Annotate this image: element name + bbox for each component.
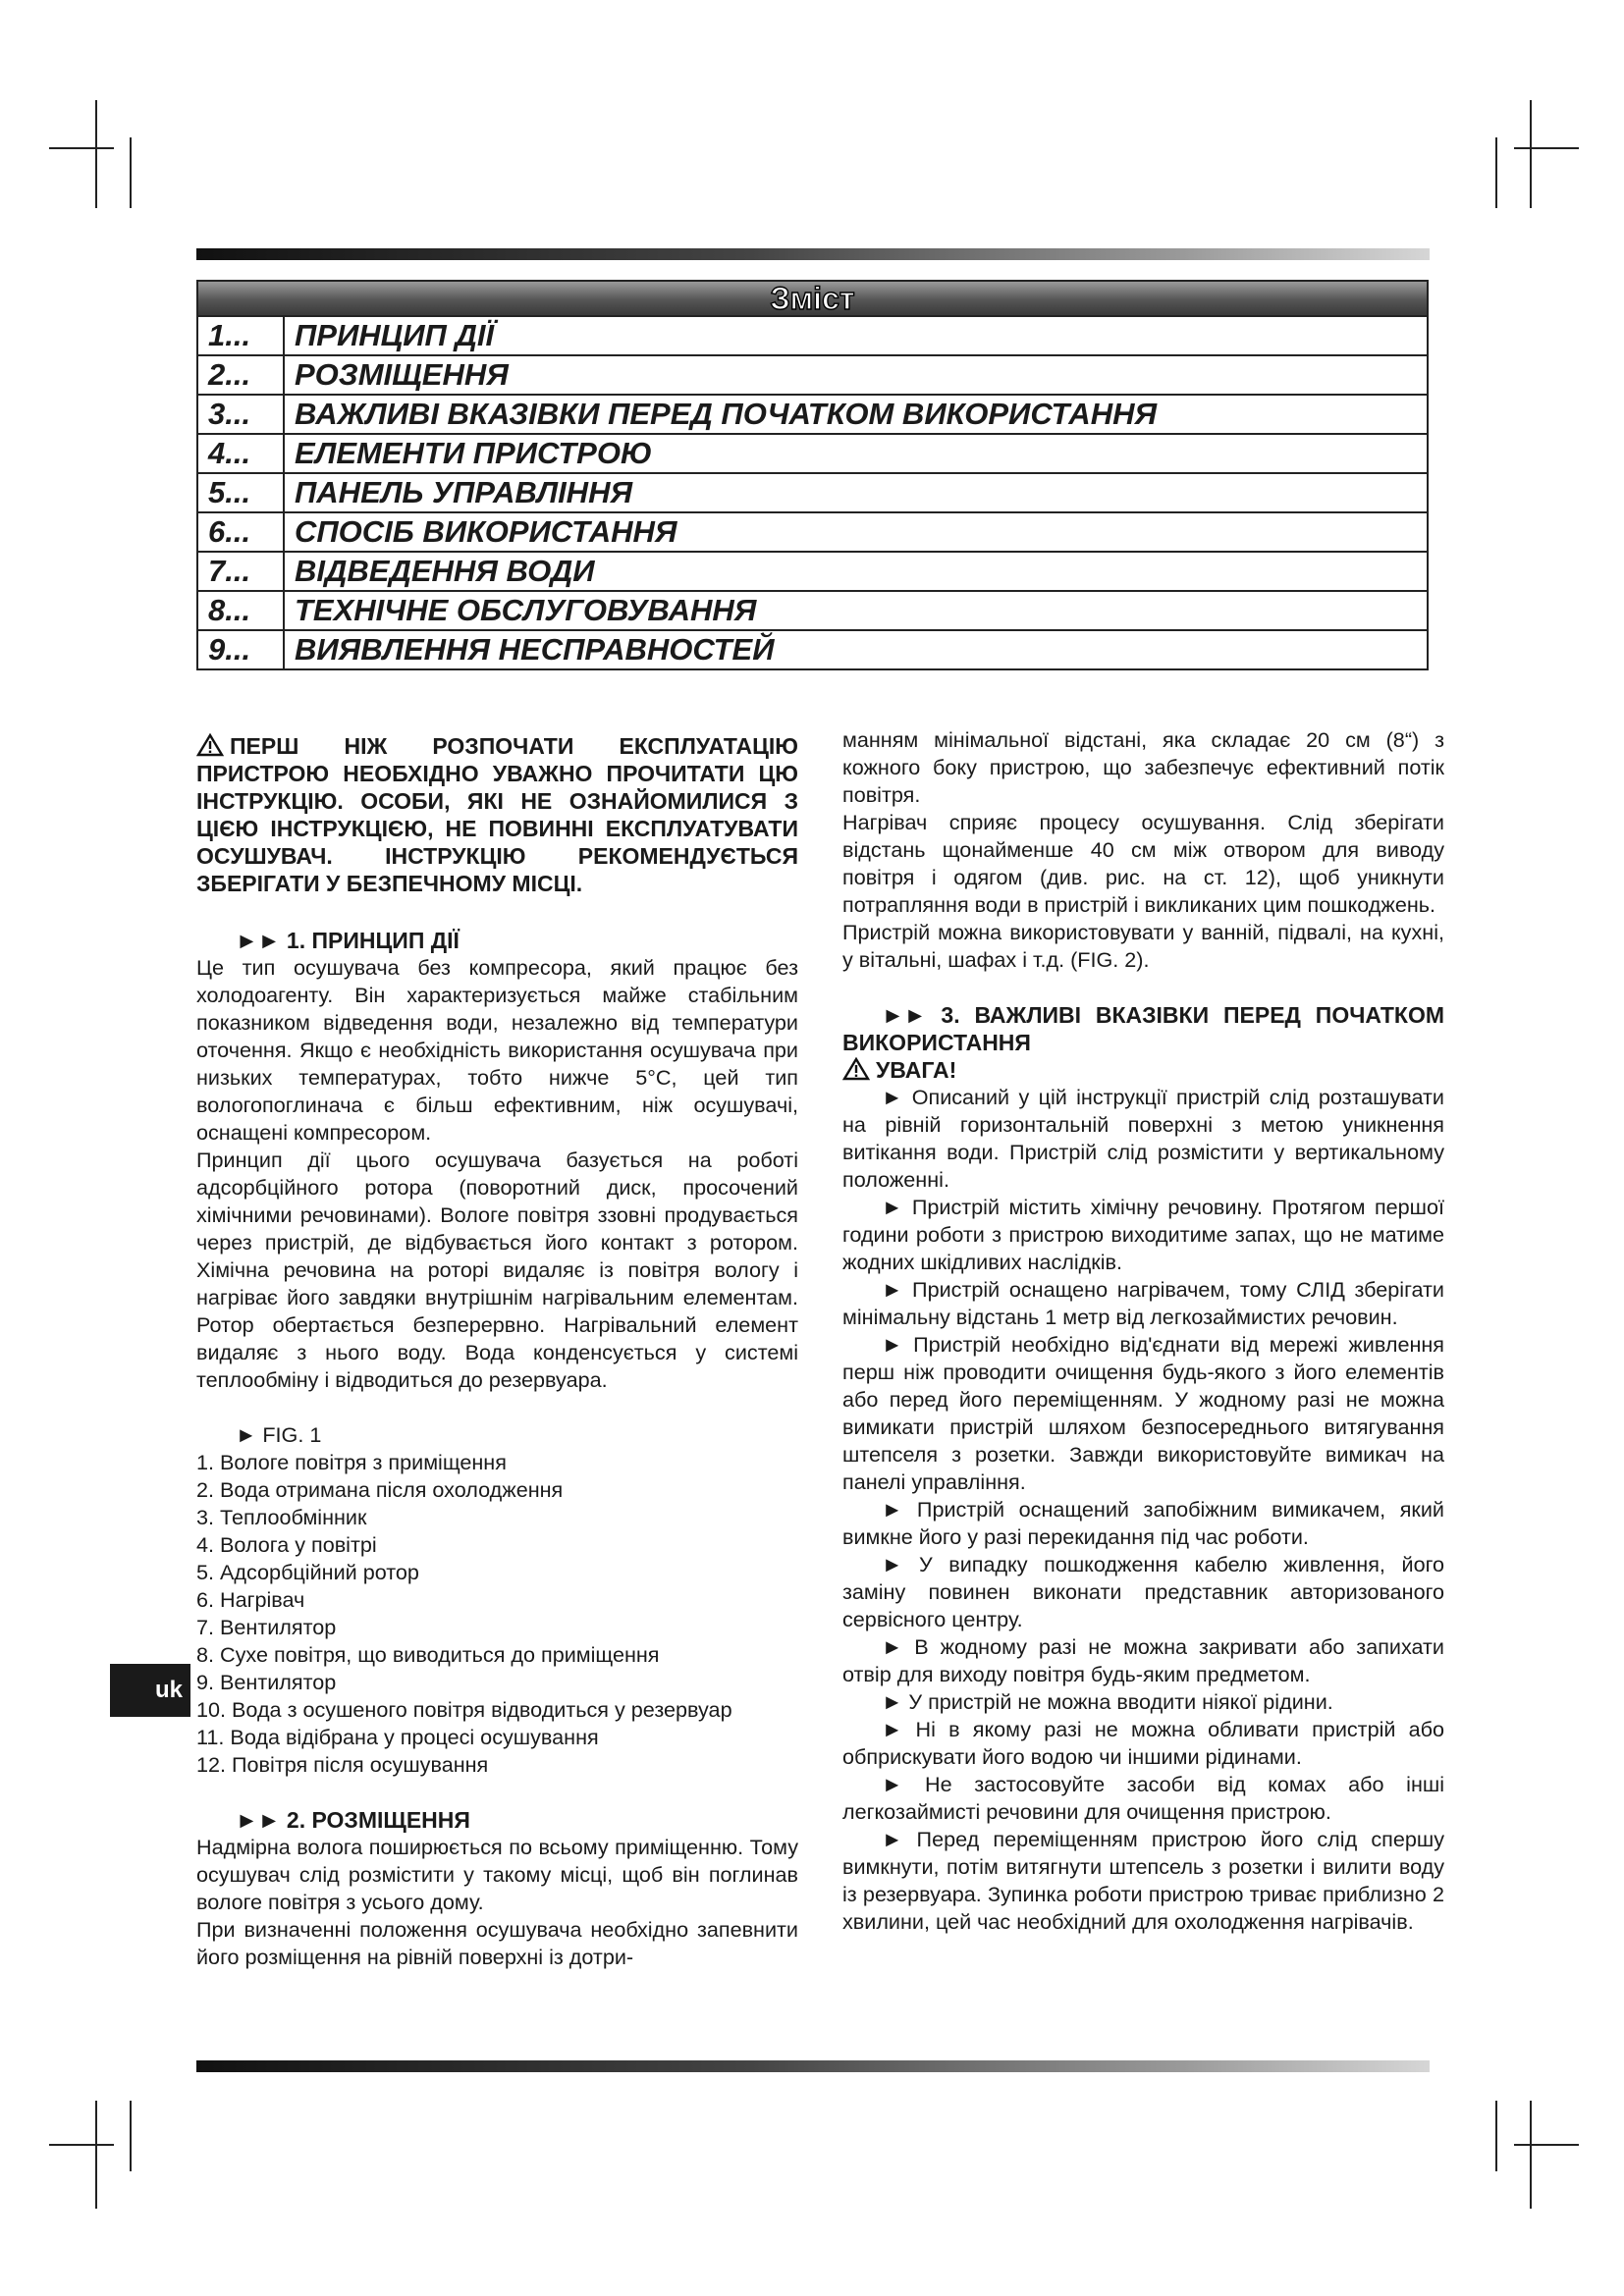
figure-legend-list bbox=[196, 1449, 798, 1779]
top-warning bbox=[196, 732, 798, 897]
section3-title: ►► 3. ВАЖЛИВІ ВКАЗІВКИ ПЕРЕД ПОЧАТКОМ ВИКОРИСТАННЯ bbox=[842, 1002, 1444, 1055]
toc-label: ПАНЕЛЬ УПРАВЛІННЯ bbox=[284, 473, 1428, 512]
list-item: 9. Вентилятор bbox=[196, 1670, 337, 1694]
list-item: 7. Вентилятор bbox=[196, 1615, 337, 1639]
right-column bbox=[842, 726, 1444, 1936]
instruction-item: ► В жодному разі не можна закривати або запихати отвір для виходу повітря будь-яким предметом. bbox=[842, 1634, 1444, 1686]
toc-row[interactable] bbox=[197, 395, 1428, 434]
toc-number: 5... bbox=[197, 473, 284, 512]
section1-title: ►► 1. ПРИНЦИП ДІЇ bbox=[236, 928, 460, 953]
instruction-item: ► Перед переміщенням пристрою його слід спершу вимкнути, потім витягнути штепсель з розетки і вилити воду із резервуара. Зупинка роботи пристрою триває приблизно 2 хвилини, цей час необхідний для охолодження нагрівачів. bbox=[842, 1827, 1444, 1934]
crop-mark bbox=[49, 147, 114, 149]
section2-paragraph: При визначенні положення осушувача необхідно запевнити його розміщення на рівній поверхні із дотри- bbox=[196, 1917, 798, 1969]
crop-mark bbox=[1514, 147, 1579, 149]
section1-paragraph: Це тип осушувача без компресора, який працює без холодоагенту. Він характеризується майже стабільним показником відведення води, незалежно від температури оточення. Якщо є необхідність використання осушувача при низьких температурах, тобто нижче 5°C, цей тип вологопоглинача є більш ефективним, ніж осушувачі, оснащені компресором. bbox=[196, 955, 798, 1145]
table-of-contents bbox=[196, 280, 1429, 670]
section2-paragraph: Нагрівач сприяє процесу осушування. Слід зберігати відстань щонайменше 40 см між отвором для виводу повітря і одягом (див. рис. на ст. 12), щоб уникнути потрапляння води в пристрій і викликаних цим пошкоджень. bbox=[842, 810, 1444, 917]
section2-title: ►► 2. РОЗМІЩЕННЯ bbox=[236, 1807, 470, 1833]
toc-label: РОЗМІЩЕННЯ bbox=[284, 355, 1428, 395]
section1-paragraph: Принцип дії цього осушувача базується на роботі адсорбційного ротора (поворотний диск, просочений хімічними речовинами). Вологе повітря ззовні продувається через пристрій, де відбувається його контакт з ротором. Хімічна речовина на роторі видаляє із повітря вологу і нагріває його завдяки внутрішнім нагрівальним елементам. Ротор обертається безперервно. Нагрівальний елемент видаляє з нього воду. Вода конденсується у системі теплообміну і відводиться до резервуара. bbox=[196, 1148, 798, 1392]
toc-row[interactable] bbox=[197, 630, 1428, 669]
toc-number: 6... bbox=[197, 512, 284, 552]
toc-label: ЕЛЕМЕНТИ ПРИСТРОЮ bbox=[284, 434, 1428, 473]
section2-paragraph: Пристрій можна використовувати у ванній, підвалі, на кухні, у вітальні, шафах і т.д. (FIG. 2). bbox=[842, 920, 1444, 972]
crop-mark bbox=[1530, 100, 1532, 208]
caution-heading bbox=[842, 1056, 1444, 1084]
list-item: 4. Волога у повітрі bbox=[196, 1532, 377, 1557]
toc-row[interactable] bbox=[197, 552, 1428, 591]
list-item: 8. Сухе повітря, що виводиться до приміщення bbox=[196, 1642, 660, 1667]
crop-mark bbox=[49, 2144, 114, 2146]
toc-label: ВІДВЕДЕННЯ ВОДИ bbox=[284, 552, 1428, 591]
instruction-item: ► Описаний у цій інструкції пристрій слід розташувати на рівній горизонтальній поверхні з метою уникнення витікання води. Пристрій слід розмістити у вертикальному положенні. bbox=[842, 1085, 1444, 1192]
list-item: 5. Адсорбційний ротор bbox=[196, 1560, 419, 1584]
toc-row[interactable] bbox=[197, 434, 1428, 473]
list-item: 1. Вологе повітря з приміщення bbox=[196, 1450, 507, 1474]
crop-mark bbox=[1530, 2101, 1532, 2209]
section2-paragraph: манням мінімальної відстані, яка складає 20 см (8“) з кожного боку пристрою, що забезпечує ефективний потік повітря. bbox=[842, 727, 1444, 807]
toc-row[interactable] bbox=[197, 512, 1428, 552]
bottom-rule bbox=[196, 2060, 1430, 2072]
language-tab: uk bbox=[110, 1664, 190, 1717]
warning-icon bbox=[196, 733, 224, 757]
crop-mark bbox=[95, 100, 97, 208]
crop-mark bbox=[1495, 2101, 1497, 2171]
toc-label: ВИЯВЛЕННЯ НЕСПРАВНОСТЕЙ bbox=[284, 630, 1428, 669]
toc-number: 4... bbox=[197, 434, 284, 473]
toc-label: ВАЖЛИВІ ВКАЗІВКИ ПЕРЕД ПОЧАТКОМ ВИКОРИСТАННЯ bbox=[284, 395, 1428, 434]
left-column bbox=[196, 732, 798, 1971]
toc-number: 9... bbox=[197, 630, 284, 669]
instruction-item: ► У пристрій не можна вводити ніякої рідини. bbox=[882, 1689, 1333, 1714]
toc-number: 1... bbox=[197, 316, 284, 355]
toc-row[interactable] bbox=[197, 316, 1428, 355]
instruction-item: ► Пристрій оснащений запобіжним вимикачем, який вимкне його у разі перекидання під час роботи. bbox=[842, 1497, 1444, 1549]
toc-number: 8... bbox=[197, 591, 284, 630]
crop-mark bbox=[130, 2101, 132, 2171]
crop-mark bbox=[1495, 137, 1497, 208]
caution-label: УВАГА! bbox=[876, 1057, 957, 1083]
crop-mark bbox=[130, 137, 132, 208]
toc-label: СПОСІБ ВИКОРИСТАННЯ bbox=[284, 512, 1428, 552]
instruction-item: ► Ні в якому разі не можна обливати пристрій або обприскувати його водою чи іншими рідинами. bbox=[842, 1717, 1444, 1769]
list-item: 12. Повітря після осушування bbox=[196, 1752, 489, 1777]
toc-row[interactable] bbox=[197, 355, 1428, 395]
fig-reference: ► FIG. 1 bbox=[236, 1422, 322, 1447]
toc-number: 2... bbox=[197, 355, 284, 395]
section2-paragraph: Надмірна волога поширюється по всьому приміщенню. Тому осушувач слід розмістити у такому місці, щоб він поглинав вологе повітря з усього дому. bbox=[196, 1835, 798, 1914]
instruction-item: ► У випадку пошкодження кабелю живлення, його заміну повинен виконати представник авторизованого сервісного центру. bbox=[842, 1552, 1444, 1631]
top-warning-text: ПЕРШ НІЖ РОЗПОЧАТИ ЕКСПЛУАТАЦІЮ ПРИСТРОЮ НЕОБХІДНО УВАЖНО ПРОЧИТАТИ ЦЮ ІНСТРУКЦІЮ. ОСОБИ, ЯКІ НЕ ОЗНАЙОМИЛИСЯ З ЦІЄЮ ІНСТРУКЦІЄЮ, НЕ ПОВИННІ ЕКСПЛУАТУВАТИ ОСУШУВАЧ. ІНСТРУКЦІЮ РЕКОМЕНДУЄТЬСЯ ЗБЕРІГАТИ У БЕЗПЕЧНОМУ МІСЦІ. bbox=[196, 733, 798, 896]
toc-title: Зміст bbox=[197, 281, 1428, 316]
instruction-item: ► Не застосовуйте засоби від комах або інші легкозаймисті речовини для очищення пристрою. bbox=[842, 1772, 1444, 1824]
toc-label: ПРИНЦИП ДІЇ bbox=[284, 316, 1428, 355]
list-item: 6. Нагрівач bbox=[196, 1587, 305, 1612]
list-item: 10. Вода з осушеного повітря відводиться у резервуар bbox=[196, 1697, 732, 1722]
toc-number: 3... bbox=[197, 395, 284, 434]
list-item: 2. Вода отримана після охолодження bbox=[196, 1477, 564, 1502]
warning-icon bbox=[842, 1057, 870, 1081]
top-rule bbox=[196, 248, 1430, 260]
crop-mark bbox=[1514, 2144, 1579, 2146]
toc-row[interactable] bbox=[197, 473, 1428, 512]
instruction-item: ► Пристрій необхідно від'єднати від мережі живлення перш ніж проводити очищення будь-якого з його елементів або перед його переміщенням. У жодному разі не можна вимикати пристрій шляхом безпосереднього витягування штепселя з розетки. Завжди використовуйте вимикач на панелі управління. bbox=[842, 1332, 1444, 1494]
list-item: 11. Вода відібрана у процесі осушування bbox=[196, 1725, 599, 1749]
toc-label: ТЕХНІЧНЕ ОБСЛУГОВУВАННЯ bbox=[284, 591, 1428, 630]
crop-mark bbox=[95, 2101, 97, 2209]
toc-row[interactable] bbox=[197, 591, 1428, 630]
instruction-item: ► Пристрій містить хімічну речовину. Протягом першої години роботи з пристрою виходитиме запах, що не матиме жодних шкідливих наслідків. bbox=[842, 1195, 1444, 1274]
instruction-item: ► Пристрій оснащено нагрівачем, тому СЛІД зберігати мінімальну відстань 1 метр від легкозаймистих речовин. bbox=[842, 1277, 1444, 1329]
list-item: 3. Теплообмінник bbox=[196, 1505, 367, 1529]
toc-number: 7... bbox=[197, 552, 284, 591]
